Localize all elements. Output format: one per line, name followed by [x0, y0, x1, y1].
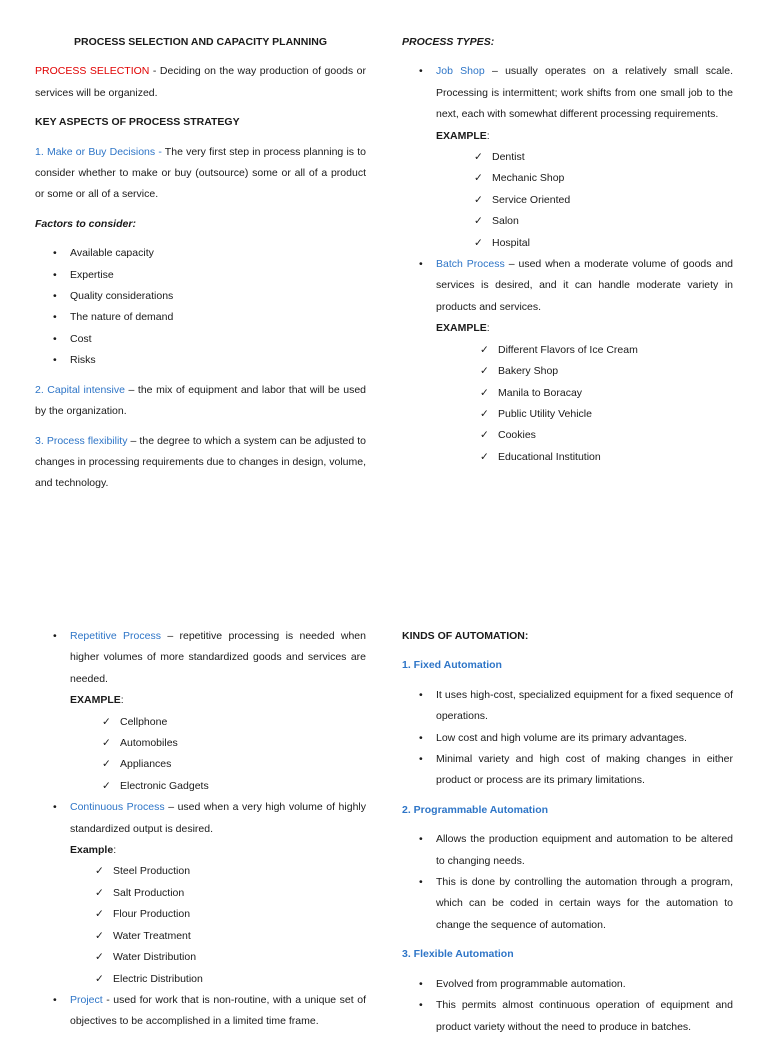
list-item: ✓ Educational Institution: [498, 447, 733, 468]
list-item: ✓ Public Utility Vehicle: [498, 404, 733, 425]
process-flexibility-paragraph: [35, 431, 366, 495]
repetitive-process-item: [70, 626, 366, 797]
make-buy-definition: The very first step in process planning is to consider whether to make or buy (outsource) some or all of a product or some or all of a service.: [35, 145, 366, 201]
capital-intensive-paragraph: [35, 380, 366, 423]
repetitive-process-examples: [120, 712, 366, 798]
list-item: ✓ Salt Production: [113, 883, 366, 904]
list-item: ✓ Water Treatment: [113, 926, 366, 947]
list-item: ✓ Water Distribution: [113, 947, 366, 968]
list-item: • Low cost and high volume are its primary advantages.: [436, 728, 733, 749]
example-label: EXAMPLE:: [70, 694, 124, 707]
list-item: • Minimal variety and high cost of making changes in either product or process are its primary limitations.: [436, 749, 733, 792]
capital-intensive-definition: – the mix of equipment and labor that will be used by the organization.: [35, 383, 366, 418]
list-item: ✓ Automobiles: [120, 733, 366, 754]
left-bottom-column: [35, 626, 366, 1033]
list-item: ✓ Mechanic Shop: [492, 168, 733, 189]
factors-heading: Factors to consider:: [35, 217, 136, 230]
list-item: ✓ Service Oriented: [492, 190, 733, 211]
list-item: • Cost: [70, 329, 366, 350]
example-label: EXAMPLE:: [436, 129, 490, 142]
list-item: • Quality considerations: [70, 286, 366, 307]
programmable-automation-list: [436, 829, 733, 936]
key-aspects-heading: KEY ASPECTS OF PROCESS STRATEGY: [35, 116, 240, 129]
list-item: ✓ Hospital: [492, 233, 733, 254]
list-item: ✓ Appliances: [120, 754, 366, 775]
list-item: ✓ Salon: [492, 211, 733, 232]
fixed-automation-list: [436, 685, 733, 792]
continuous-process-definition: – used when a very high volume of highly standardized output is desired.: [70, 801, 366, 835]
factors-list: [70, 243, 366, 371]
list-item: ✓ Cellphone: [120, 712, 366, 733]
project-definition: - used for work that is non-routine, with a unique set of objectives to be accomplished in a limited time frame.: [70, 993, 366, 1028]
list-item: ✓ Dentist: [492, 147, 733, 168]
process-flexibility-definition: – the degree to which a system can be adjusted to changes in processing requirements due to changes in design, volume, and technology.: [35, 434, 366, 490]
process-types-list-continued: [70, 626, 366, 1033]
left-top-column: [35, 32, 366, 495]
flexible-automation-list: [436, 974, 733, 1038]
job-shop-examples: [492, 147, 733, 254]
right-bottom-column: [402, 626, 733, 1038]
example-label: EXAMPLE:: [436, 322, 490, 335]
list-item: ✓ Bakery Shop: [498, 361, 733, 382]
list-item: ✓ Different Flavors of Ice Cream: [498, 340, 733, 361]
list-item: • The nature of demand: [70, 307, 366, 328]
flexible-automation-heading: 3. Flexible Automation: [402, 948, 514, 961]
batch-process-definition: – used when a moderate volume of goods and services is desired, and it can handle moderate variety in products and services.: [436, 258, 733, 313]
batch-process-item: [436, 254, 733, 468]
process-types-list: [436, 61, 733, 468]
programmable-automation-heading: 2. Programmable Automation: [402, 803, 549, 816]
repetitive-process-term: Repetitive Process: [70, 630, 161, 642]
list-item: • Expertise: [70, 265, 366, 286]
example-label: Example:: [70, 844, 117, 857]
batch-process-term: Batch Process: [436, 258, 505, 271]
list-item: ✓ Cookies: [498, 425, 733, 446]
list-item: ✓ Electric Distribution: [113, 969, 366, 990]
list-item: ✓ Electronic Gadgets: [120, 776, 366, 797]
project-term: Project: [70, 993, 103, 1006]
list-item: • Available capacity: [70, 243, 366, 264]
list-item: • This is done by controlling the automation through a program, which can be coded in certain ways for the automation to change the sequence of automation.: [436, 872, 733, 936]
continuous-process-term: Continuous Process: [70, 801, 165, 814]
fixed-automation-heading: 1. Fixed Automation: [402, 659, 502, 672]
right-top-column: [402, 32, 733, 468]
process-types-heading: PROCESS TYPES:: [402, 36, 495, 48]
job-shop-definition: – usually operates on a relatively small scale. Processing is intermittent; work shifts from one small job to the next, each with somewhat different processing requirements.: [436, 65, 734, 121]
kinds-of-automation-heading: KINDS OF AUTOMATION:: [402, 630, 529, 642]
list-item: ✓ Flour Production: [113, 904, 366, 925]
process-selection-definition: - Deciding on the way production of goods or services will be organized.: [35, 65, 366, 99]
page-title: PROCESS SELECTION AND CAPACITY PLANNING: [74, 36, 327, 48]
repetitive-process-definition: – repetitive processing is needed when higher volumes of more standardized goods and services are needed.: [70, 630, 366, 685]
job-shop-term: Job Shop: [436, 65, 485, 78]
make-buy-paragraph: [35, 142, 366, 206]
make-buy-term: 1. Make or Buy Decisions -: [35, 145, 162, 158]
list-item: • Allows the production equipment and automation to be altered to changing needs.: [436, 829, 733, 872]
capital-intensive-term: 2. Capital intensive: [35, 383, 125, 396]
list-item: ✓ Steel Production: [113, 861, 366, 882]
job-shop-item: [436, 61, 733, 254]
list-item: • It uses high-cost, specialized equipment for a fixed sequence of operations.: [436, 685, 733, 728]
batch-process-examples: [498, 340, 733, 468]
continuous-process-examples: [113, 861, 366, 989]
list-item: • Risks: [70, 350, 366, 371]
list-item: ✓ Manila to Boracay: [498, 383, 733, 404]
continuous-process-item: [70, 797, 366, 990]
process-selection-term: PROCESS SELECTION: [35, 65, 150, 78]
list-item: • This permits almost continuous operation of equipment and product variety without the need to produce in batches.: [436, 995, 733, 1038]
project-item: [70, 990, 366, 1033]
process-selection-paragraph: [35, 61, 366, 104]
process-flexibility-term: 3. Process flexibility: [35, 434, 128, 447]
list-item: • Evolved from programmable automation.: [436, 974, 733, 995]
